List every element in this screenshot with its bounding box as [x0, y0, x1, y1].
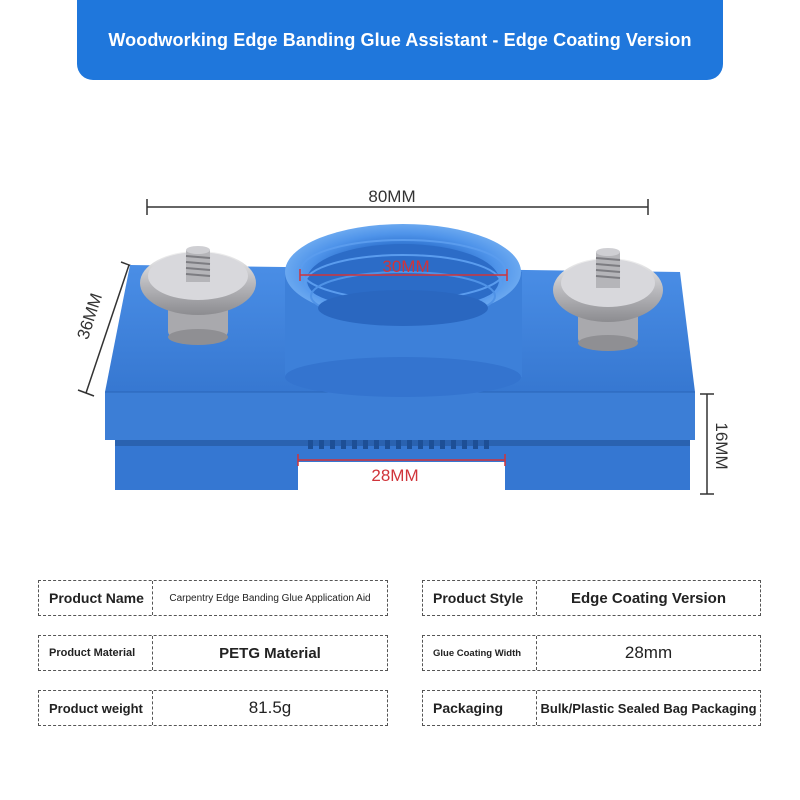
spec-label: Packaging	[423, 691, 537, 725]
spec-packaging	[422, 690, 761, 726]
spec-value: PETG Material	[219, 644, 321, 662]
spec-value: Carpentry Edge Banding Glue Application Aid	[169, 592, 371, 604]
spec-label: Product Name	[39, 581, 153, 615]
coating-width-dimension-label: 28MM	[371, 466, 419, 485]
spec-value: 81.5g	[248, 698, 292, 717]
width-dimension-label: 80MM	[368, 187, 416, 206]
width-dimension	[147, 187, 648, 215]
spec-product-name	[38, 580, 388, 616]
height-dimension	[700, 394, 731, 494]
spec-value: 28mm	[624, 643, 673, 662]
spec-product-material	[38, 635, 388, 671]
spec-label: Product weight	[39, 691, 153, 725]
opening-dimension-label: 30MM	[382, 257, 430, 276]
spec-value: Bulk/Plastic Sealed Bag Packaging	[540, 700, 757, 716]
spec-glue-coating-width	[422, 635, 761, 671]
spec-label: Product Style	[423, 581, 537, 615]
spec-value: Edge Coating Version	[570, 589, 727, 607]
spec-label: Glue Coating Width	[423, 636, 537, 670]
banner-title: Woodworking Edge Banding Glue Assistant - Edge Coating Version	[108, 29, 692, 50]
spec-product-style	[422, 580, 761, 616]
height-dimension-label: 16MM	[712, 422, 731, 470]
threaded-collar	[285, 224, 522, 397]
spec-label: Product Material	[39, 636, 153, 670]
spec-product-weight	[38, 690, 388, 726]
depth-dimension-label: 36MM	[73, 290, 107, 342]
